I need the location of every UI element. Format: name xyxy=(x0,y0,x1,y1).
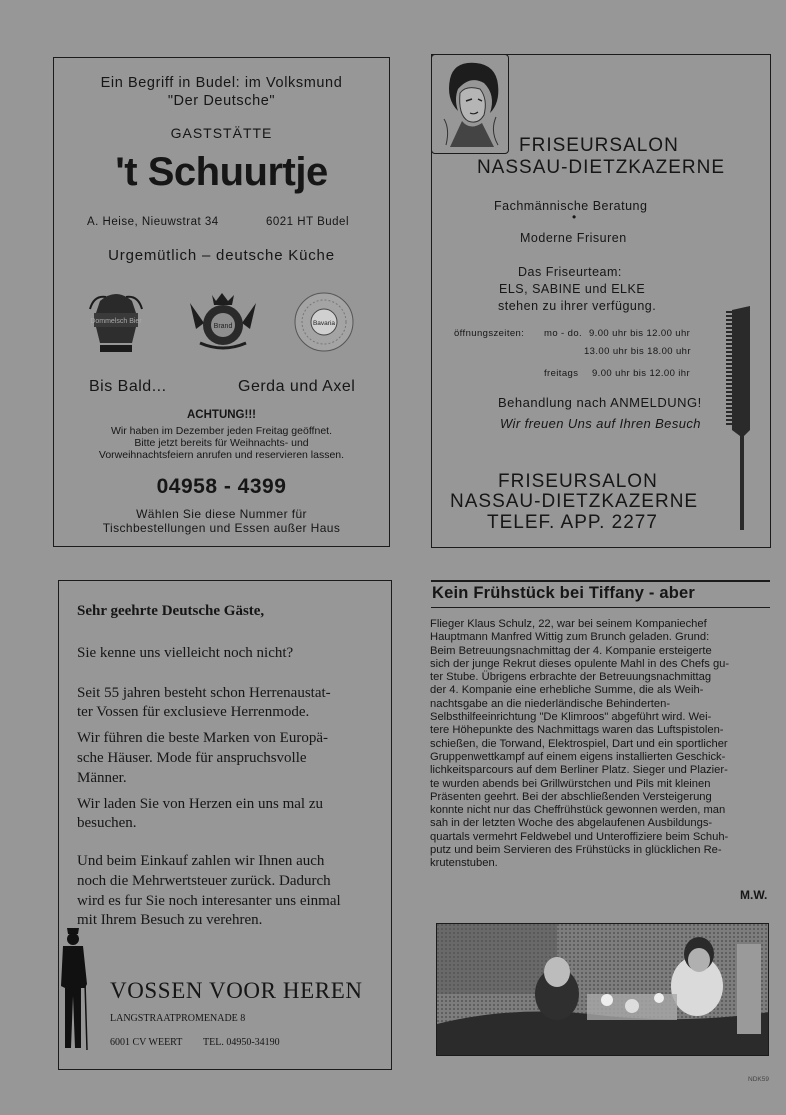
article-top-rule xyxy=(431,580,770,582)
vossen-street: LANGSTRAATPROMENADE 8 xyxy=(110,1013,246,1024)
round-brand-logo-text: Bavaria xyxy=(312,320,336,327)
article-line: Beim Betreuungsnachmittag der 4. Kompanie ersteigerte xyxy=(430,644,712,657)
friseur-service-1: Fachmännische Beratung xyxy=(494,199,648,213)
article-line: Gruppenwettkampf auf einem eigens installierten Geschick- xyxy=(430,750,726,763)
schuurtje-notice-2: Bitte jetzt bereits für Weihnachts- und xyxy=(134,437,309,449)
comb-icon xyxy=(724,306,758,531)
friseur-portrait-frame xyxy=(431,54,509,154)
article-line: Präsenten geehrt. Bei der abschließenden Versteigerung xyxy=(430,790,712,803)
vossen-p3a: Wir laden Sie von Herzen ein uns mal zu xyxy=(77,796,323,812)
article-line: krutenstuben. xyxy=(430,857,498,870)
vossen-p2a: Wir führen die beste Marken von Europä- xyxy=(77,730,328,746)
vossen-p2c: Männer. xyxy=(77,770,127,786)
article-photo xyxy=(436,923,769,1056)
article-line: sich der junge Rekrut dieses opulente Mahl in des Chefs gu- xyxy=(430,657,730,670)
article-line: te wurden abends bei Grillwürstchen und Pils mit kleinen xyxy=(430,777,711,790)
article-line: tere Höhepunkte des Nachmittags waren das Luftspistolen- xyxy=(430,724,724,737)
friseur-service-2: Moderne Frisuren xyxy=(520,231,627,245)
article-author: M.W. xyxy=(740,888,768,902)
vossen-p1b: ter Vossen für exclusieve Herrenmode. xyxy=(77,704,310,720)
schuurtje-tagline: Urgemütlich – deutsche Küche xyxy=(108,247,335,264)
schuurtje-ad xyxy=(53,57,390,547)
vossen-p2b: sche Häuser. Mode für anspruchsvolle xyxy=(77,750,307,766)
article-line: quartals vermehrt Feldwebel und Unteroffiziere beim Schuh- xyxy=(430,830,729,843)
vossen-ad xyxy=(58,580,392,1070)
article-line: schießen, die Torwand, Elektrospiel, Dart und ein sportlicher xyxy=(430,737,728,750)
article-headline-rule xyxy=(431,607,770,608)
schuurtje-intro-2: "Der Deutsche" xyxy=(167,93,276,109)
schuurtje-bye-left: Bis Bald... xyxy=(89,378,167,395)
friseur-team-label: Das Friseurteam: xyxy=(518,265,622,279)
vossen-city: 6001 CV WEERT xyxy=(110,1037,183,1048)
friseur-title-2: NASSAU-DIETZKAZERNE xyxy=(476,157,726,178)
vossen-question: Sie kenne uns vielleicht noch nicht? xyxy=(77,645,294,661)
gentleman-silhouette-icon xyxy=(57,924,93,1054)
schuurtje-phone-note-2: Tischbestellungen und Essen außer Haus xyxy=(102,521,341,535)
eagle-crest-logo xyxy=(186,289,260,355)
friseur-hours-label: öffnungszeiten: xyxy=(454,328,525,339)
friseur-title-1: FRISEURSALON xyxy=(519,135,679,156)
friseur-hours-days: mo - do. xyxy=(544,328,583,339)
woman-portrait-illustration xyxy=(436,59,504,149)
article-line: der 4. Kompanie eine erhebliche Summe, die als Weih- xyxy=(430,684,704,697)
friseur-hours-1: 9.00 uhr bis 12.00 uhr xyxy=(589,328,691,339)
vossen-brand: VOSSEN VOOR HEREN xyxy=(110,978,363,1003)
friseur-hours-2: 13.00 uhr bis 18.00 uhr xyxy=(584,346,691,357)
page-reference: NDK59 xyxy=(748,1076,769,1083)
article-line: putz und beim Servieren des Frühstücks in glücklichen Re- xyxy=(430,844,722,857)
schuurtje-bye-right: Gerda und Axel xyxy=(238,378,356,395)
friseur-appointment: Behandlung nach ANMELDUNG! xyxy=(498,395,702,410)
vossen-p4a: Und beim Einkauf zahlen wir Ihnen auch xyxy=(77,853,325,869)
friseur-footer-1: FRISEURSALON xyxy=(498,471,658,492)
friseur-team-names: ELS, SABINE und ELKE xyxy=(499,282,646,296)
round-brand-logo xyxy=(293,291,355,353)
article-line: lichkeitsparcours auf dem Berliner Platz. Sieger und Plazier- xyxy=(430,764,728,777)
article-line: ter Stube. Übrigens erbrachte der Betreuungsnachmittag xyxy=(430,671,712,684)
schuurtje-address-left: A. Heise, Nieuwstrat 34 xyxy=(87,216,219,228)
article-line: Selbsthilfeeinrichtung "De Klimroos" abgeführt wird. Wei- xyxy=(430,711,712,724)
eagle-crest-logo-text: Brand xyxy=(213,323,233,330)
schuurtje-address-right: 6021 HT Budel xyxy=(266,216,350,228)
schuurtje-notice-3: Vorweihnachtsfeiern anrufen und reservieren lassen. xyxy=(98,449,345,461)
vossen-p1a: Seit 55 jahren besteht schon Herrenaustat- xyxy=(77,685,331,701)
article-headline: Kein Frühstück bei Tiffany - aber xyxy=(432,584,696,602)
schuurtje-intro-1: Ein Begriff in Budel: im Volksmund xyxy=(100,75,343,91)
friseur-bullet: • xyxy=(572,210,577,224)
friseur-hours-fri: 9.00 uhr bis 12.00 ihr xyxy=(592,368,691,379)
vossen-p3b: besuchen. xyxy=(77,815,137,831)
schuurtje-category: GASTSTÄTTE xyxy=(170,125,273,141)
beer-crest-logo-text: Dommelsch Bier xyxy=(90,318,142,325)
article-line: Flieger Klaus Schulz, 22, war bei seinem Kompaniechef xyxy=(430,618,707,630)
schuurtje-notice-1: Wir haben im Dezember jeden Freitag geöffnet. xyxy=(110,425,332,437)
friseur-welcome: Wir freuen Uns auf Ihren Besuch xyxy=(500,416,701,431)
article-line: Hauptmann Manfred Wittig zum Brunch geladen. Grund: xyxy=(430,631,710,644)
schuurtje-notice-title: ACHTUNG!!! xyxy=(187,409,256,421)
vossen-tel: TEL. 04950-34190 xyxy=(203,1037,280,1048)
schuurtje-phone: 04958 - 4399 xyxy=(156,475,287,498)
vossen-p4d: mit Ihrem Besuch zu verehren. xyxy=(77,912,263,928)
vossen-p4b: noch die Mehrwertsteuer zurück. Dadurch xyxy=(77,873,331,889)
friseur-hours-fri-label: freitags xyxy=(544,368,579,379)
friseur-team-note: stehen zu ihrer verfügung. xyxy=(498,299,657,313)
article-body xyxy=(430,618,775,871)
friseur-ad xyxy=(431,54,771,548)
article-line: sah in der letzten Woche des abgelaufenen Ausbildungs- xyxy=(430,817,713,830)
schuurtje-phone-note-1: Wählen Sie diese Nummer für xyxy=(136,507,307,521)
brunch-photo-illustration xyxy=(437,924,769,1056)
friseur-footer-3: TELEF. APP. 2277 xyxy=(487,512,658,533)
article-line: nachtsgabe an die niederländische Behinderten- xyxy=(430,697,671,710)
vossen-greeting: Sehr geehrte Deutsche Gäste, xyxy=(77,603,265,619)
vossen-p4c: wird es fur Sie noch interesanter uns einmal xyxy=(77,893,341,909)
friseur-footer-2: NASSAU-DIETZKAZERNE xyxy=(450,491,699,512)
beer-crest-logo xyxy=(80,287,152,357)
schuurtje-name: 't Schuurtje xyxy=(115,150,328,194)
article-line: konnte nicht nur das Cheffrühstück gewonnen werden, man xyxy=(430,804,726,817)
